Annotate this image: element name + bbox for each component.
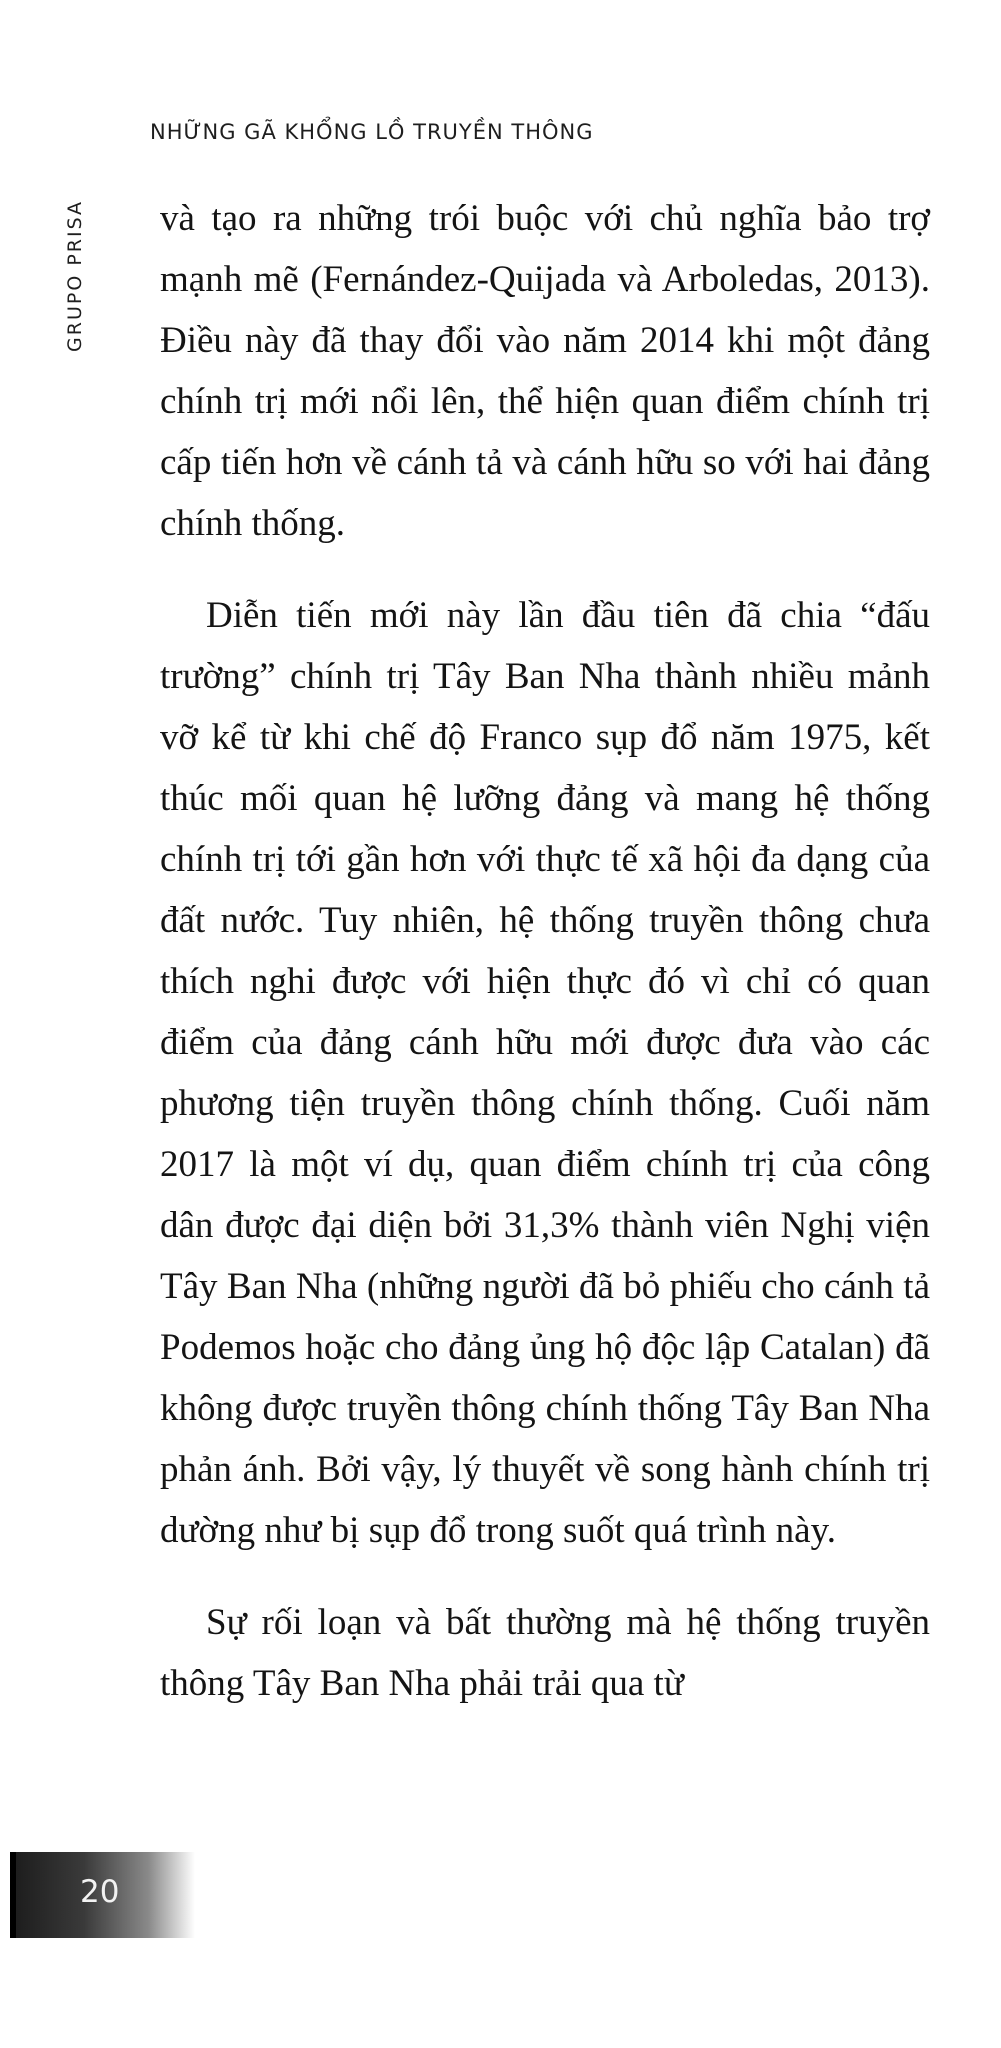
tab-edge-rule bbox=[10, 1852, 16, 1938]
paragraph-1: và tạo ra những trói buộc với chủ nghĩa bảo trợ mạnh mẽ (Fernández-Quijada và Arboledas, 2013). Điều này đã thay đổi vào năm 2014 khi một đảng chính trị mới nổi lên, thể hiện quan điểm chính trị cấp tiến hơn về cánh tả và cánh hữu so với hai đảng chính thống. bbox=[160, 198, 930, 544]
body-text bbox=[160, 188, 930, 1714]
running-header: NHỮNG GÃ KHỔNG LỒ TRUYỀN THÔNG bbox=[150, 120, 594, 144]
paragraph-3: Sự rối loạn và bất thường mà hệ thống truyền thông Tây Ban Nha phải trải qua từ bbox=[160, 1602, 930, 1704]
section-side-label: GRUPO PRISA bbox=[64, 200, 86, 352]
paragraph-2: Diễn tiến mới này lần đầu tiên đã chia “đấu trường” chính trị Tây Ban Nha thành nhiều mảnh vỡ kể từ khi chế độ Franco sụp đổ năm 1975, kết thúc mối quan hệ lưỡng đảng và mang hệ thống chính trị tới gần hơn với thực tế xã hội đa dạng của đất nước. Tuy nhiên, hệ thống truyền thông chưa thích nghi được với hiện thực đó vì chỉ có quan điểm của đảng cánh hữu mới được đưa vào các phương tiện truyền thông chính thống. Cuối năm 2017 là một ví dụ, quan điểm chính trị của công dân được đại diện bởi 31,3% thành viên Nghị viện Tây Ban Nha (những người đã bỏ phiếu cho cánh tả Podemos hoặc cho đảng ủng hộ độc lập Catalan) đã không được truyền thông chính thống Tây Ban Nha phản ánh. Bởi vậy, lý thuyết về song hành chính trị dường như bị sụp đổ trong suốt quá trình này. bbox=[160, 595, 930, 1551]
page-number: 20 bbox=[80, 1874, 120, 1910]
